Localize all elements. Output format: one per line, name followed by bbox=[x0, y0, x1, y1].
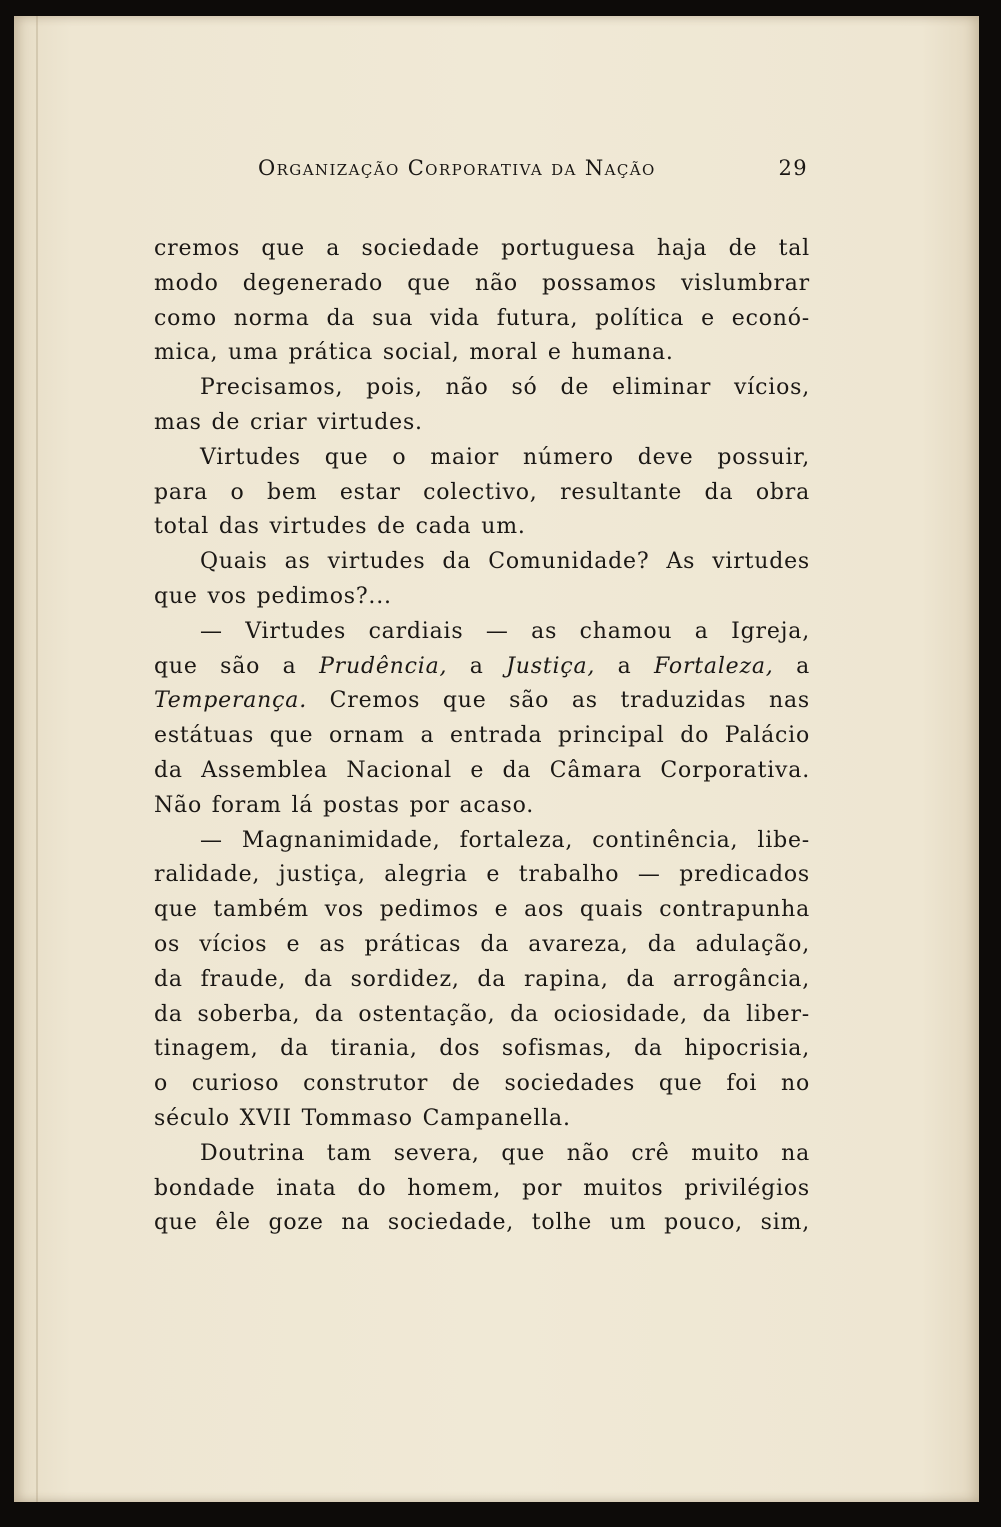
text-line: mas de criar virtudes. bbox=[154, 409, 423, 435]
text-line: Não foram lá postas por acaso. bbox=[154, 792, 535, 818]
text-line: da Assemblea Nacional e da Câmara Corporativa. bbox=[154, 757, 810, 783]
italic-term-prudencia: Prudência, bbox=[319, 653, 448, 679]
text-line: que êle goze na sociedade, tolhe um pouco, sim, bbox=[154, 1210, 810, 1236]
text-line: que vos pedimos?... bbox=[154, 583, 392, 609]
text-line: Virtudes que o maior número deve possuir, bbox=[200, 444, 810, 470]
line-segment: a bbox=[773, 653, 810, 679]
text-line: modo degenerado que não possamos vislumbrar bbox=[154, 270, 810, 296]
text-line: como norma da sua vida futura, política e econó- bbox=[154, 305, 810, 331]
line-segment: que são a bbox=[154, 653, 320, 679]
text-line: Precisamos, pois, não só de eliminar vícios, bbox=[200, 375, 810, 401]
body-text bbox=[154, 232, 810, 1241]
text-line: os vícios e as práticas da avareza, da adulação, bbox=[154, 931, 810, 957]
line-segment: a bbox=[447, 653, 507, 679]
italic-term-temperanca: Temperança. bbox=[154, 688, 307, 714]
text-line-italic-mix bbox=[154, 650, 810, 685]
line-segment: Cremos que são as traduzidas nas bbox=[306, 688, 810, 714]
text-line: século XVII Tommaso Campanella. bbox=[154, 1105, 571, 1131]
text-line: mica, uma prática social, moral e humana. bbox=[154, 340, 674, 366]
running-title: Organização Corporativa da Nação bbox=[258, 156, 656, 180]
running-header bbox=[258, 156, 808, 188]
text-line: total das virtudes de cada um. bbox=[154, 514, 526, 540]
page-number: 29 bbox=[778, 156, 808, 180]
text-line: da soberba, da ostentação, da ociosidade, da liber- bbox=[154, 1001, 810, 1027]
text-line: que também vos pedimos e aos quais contrapunha bbox=[154, 897, 810, 923]
text-line: bondade inata do homem, por muitos privilégios bbox=[154, 1175, 810, 1201]
text-line: estátuas que ornam a entrada principal do Palácio bbox=[154, 723, 810, 749]
text-line-italic-mix bbox=[154, 684, 810, 719]
page-gutter-line bbox=[36, 16, 38, 1502]
line-segment: a bbox=[595, 653, 655, 679]
text-line: — Virtudes cardiais — as chamou a Igreja, bbox=[200, 618, 810, 644]
text-line: cremos que a sociedade portuguesa haja de tal bbox=[154, 236, 810, 261]
italic-term-justica: Justiça, bbox=[506, 653, 596, 679]
text-line: para o bem estar colectivo, resultante da obra bbox=[154, 479, 810, 505]
text-line: tinagem, da tirania, dos sofismas, da hipocrisia, bbox=[154, 1036, 810, 1062]
text-line: Quais as virtudes da Comunidade? As virtudes bbox=[200, 549, 810, 575]
text-line: — Magnanimidade, fortaleza, continência, libe- bbox=[200, 827, 810, 853]
text-line: o curioso construtor de sociedades que foi no bbox=[154, 1071, 810, 1097]
italic-term-fortaleza: Fortaleza, bbox=[654, 653, 774, 679]
text-line: ralidade, justiça, alegria e trabalho — predicados bbox=[154, 862, 810, 888]
book-page bbox=[14, 16, 979, 1502]
text-line: da fraude, da sordidez, da rapina, da arrogância, bbox=[154, 966, 810, 992]
text-line: Doutrina tam severa, que não crê muito na bbox=[200, 1140, 810, 1166]
